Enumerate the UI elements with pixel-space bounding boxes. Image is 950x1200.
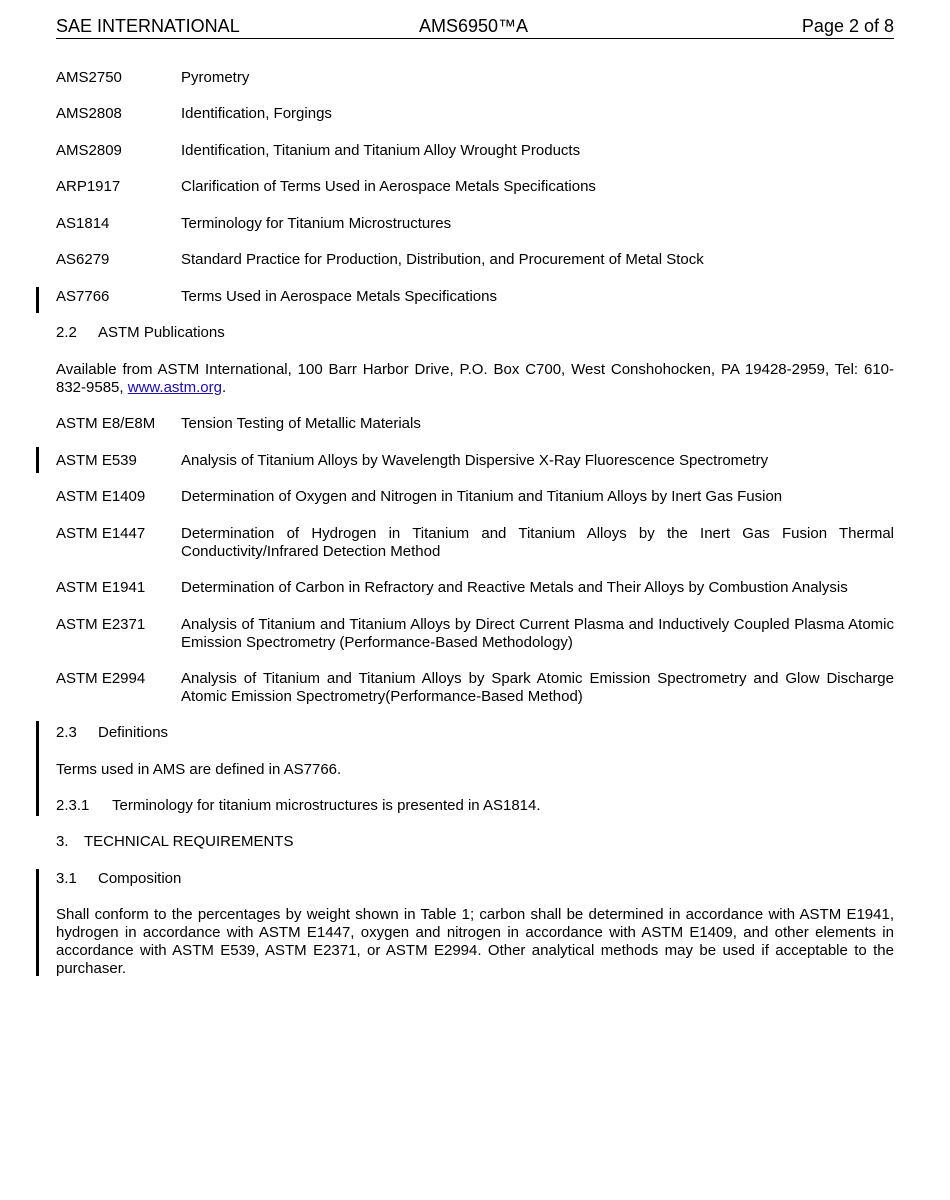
reference-title: Determination of Oxygen and Nitrogen in Titanium and Titanium Alloys by Inert Gas Fusion — [181, 488, 783, 505]
section-title: Definitions — [98, 724, 169, 741]
reference-title: Terms Used in Aerospace Metals Specifications — [181, 288, 497, 305]
reference-code: AMS2750 — [56, 69, 122, 86]
reference-title: Analysis of Titanium Alloys by Wavelength Dispersive X-Ray Fluorescence Spectrometry — [181, 452, 769, 469]
reference-code: ASTM E1447 — [56, 525, 146, 542]
reference-title: Analysis of Titanium and Titanium Alloys by Direct Current Plasma and Inductively Coupled Plasma Atomic Emission Spectrometry (Performance-Based Methodology) — [181, 616, 894, 651]
section-number: 2.2 — [56, 324, 77, 341]
reference-row — [56, 142, 894, 160]
section-number: 3. — [56, 833, 69, 850]
header-org: SAE INTERNATIONAL — [56, 16, 240, 36]
availability-period: . — [221, 379, 227, 396]
section-title: ASTM Publications — [98, 324, 225, 341]
reference-code: ASTM E1409 — [56, 488, 146, 505]
reference-row — [56, 452, 894, 470]
section-heading-2-3 — [56, 724, 894, 742]
reference-code: ASTM E539 — [56, 452, 137, 469]
reference-title: Determination of Carbon in Refractory and Reactive Metals and Their Alloys by Combustion Analysis — [181, 579, 848, 596]
revision-bar — [36, 869, 39, 976]
reference-title: Terminology for Titanium Microstructures — [181, 215, 452, 232]
reference-row — [56, 69, 894, 87]
section-title: Composition — [98, 870, 182, 887]
availability-text: Available from ASTM International, 100 Barr Harbor Drive, P.O. Box C700, West Conshohocken, PA 19428-2959, Tel: 610-832-9585, — [56, 361, 894, 396]
reference-title: Determination of Hydrogen in Titanium and Titanium Alloys by the Inert Gas Fusion Thermal Conductivity/Infrared Detection Method — [181, 525, 894, 560]
reference-row — [56, 415, 894, 433]
reference-code: ARP1917 — [56, 178, 121, 195]
reference-code: AS7766 — [56, 288, 110, 305]
reference-row — [56, 178, 894, 196]
subsection-2-3-1 — [56, 797, 894, 815]
reference-row — [56, 488, 894, 506]
definitions-paragraph: Terms used in AMS are defined in AS7766. — [56, 761, 342, 778]
reference-title: Tension Testing of Metallic Materials — [181, 415, 421, 432]
reference-title: Clarification of Terms Used in Aerospace Metals Specifications — [181, 178, 596, 195]
header-page-number: Page 2 of 8 — [801, 16, 894, 36]
reference-title: Identification, Titanium and Titanium Alloy Wrought Products — [181, 142, 581, 159]
reference-title: Standard Practice for Production, Distribution, and Procurement of Metal Stock — [181, 251, 704, 268]
revision-bar — [36, 721, 39, 816]
section-title: TECHNICAL REQUIREMENTS — [84, 833, 294, 850]
reference-code: ASTM E2994 — [56, 670, 146, 687]
reference-code: AS1814 — [56, 215, 110, 232]
reference-code: AMS2808 — [56, 105, 122, 122]
reference-row — [56, 215, 894, 233]
availability-paragraph — [56, 361, 894, 397]
reference-title: Analysis of Titanium and Titanium Alloys by Spark Atomic Emission Spectrometry and Glow Discharge Atomic Emission Spectrometry(Performance-Based Method) — [181, 670, 894, 705]
reference-row — [56, 579, 894, 597]
subsection-text: Terminology for titanium microstructures is presented in AS1814. — [112, 797, 541, 814]
reference-row — [56, 616, 894, 652]
composition-paragraph: Shall conform to the percentages by weight shown in Table 1; carbon shall be determined in accordance with ASTM E1941, hydrogen in accordance with ASTM E1447, oxygen and nitrogen in accordance with ASTM E1409, and other elements in accordance with ASTM E539, ASTM E2371, or ASTM E2994. Other analytical methods may be used if acceptable to the purchaser. — [56, 906, 894, 977]
page-header — [56, 14, 894, 39]
header-doc-number: AMS6950™A — [419, 16, 529, 36]
astm-link[interactable]: www.astm.org — [127, 379, 222, 396]
reference-title: Pyrometry — [181, 69, 250, 86]
section-number: 2.3 — [56, 724, 77, 741]
reference-code: ASTM E2371 — [56, 616, 146, 633]
section-heading-2-2 — [56, 324, 894, 342]
subsection-number: 2.3.1 — [56, 797, 90, 814]
reference-code: AS6279 — [56, 251, 110, 268]
reference-row — [56, 251, 894, 269]
section-number: 3.1 — [56, 870, 77, 887]
revision-bar — [36, 447, 39, 473]
reference-row — [56, 670, 894, 706]
reference-title: Identification, Forgings — [181, 105, 332, 122]
section-heading-3-1 — [56, 870, 894, 888]
section-heading-3 — [56, 833, 894, 851]
revision-bar — [36, 287, 39, 313]
reference-code: ASTM E1941 — [56, 579, 146, 596]
reference-code: ASTM E8/E8M — [56, 415, 156, 432]
reference-row — [56, 105, 894, 123]
reference-row — [56, 288, 894, 306]
reference-code: AMS2809 — [56, 142, 122, 159]
reference-row — [56, 525, 894, 561]
